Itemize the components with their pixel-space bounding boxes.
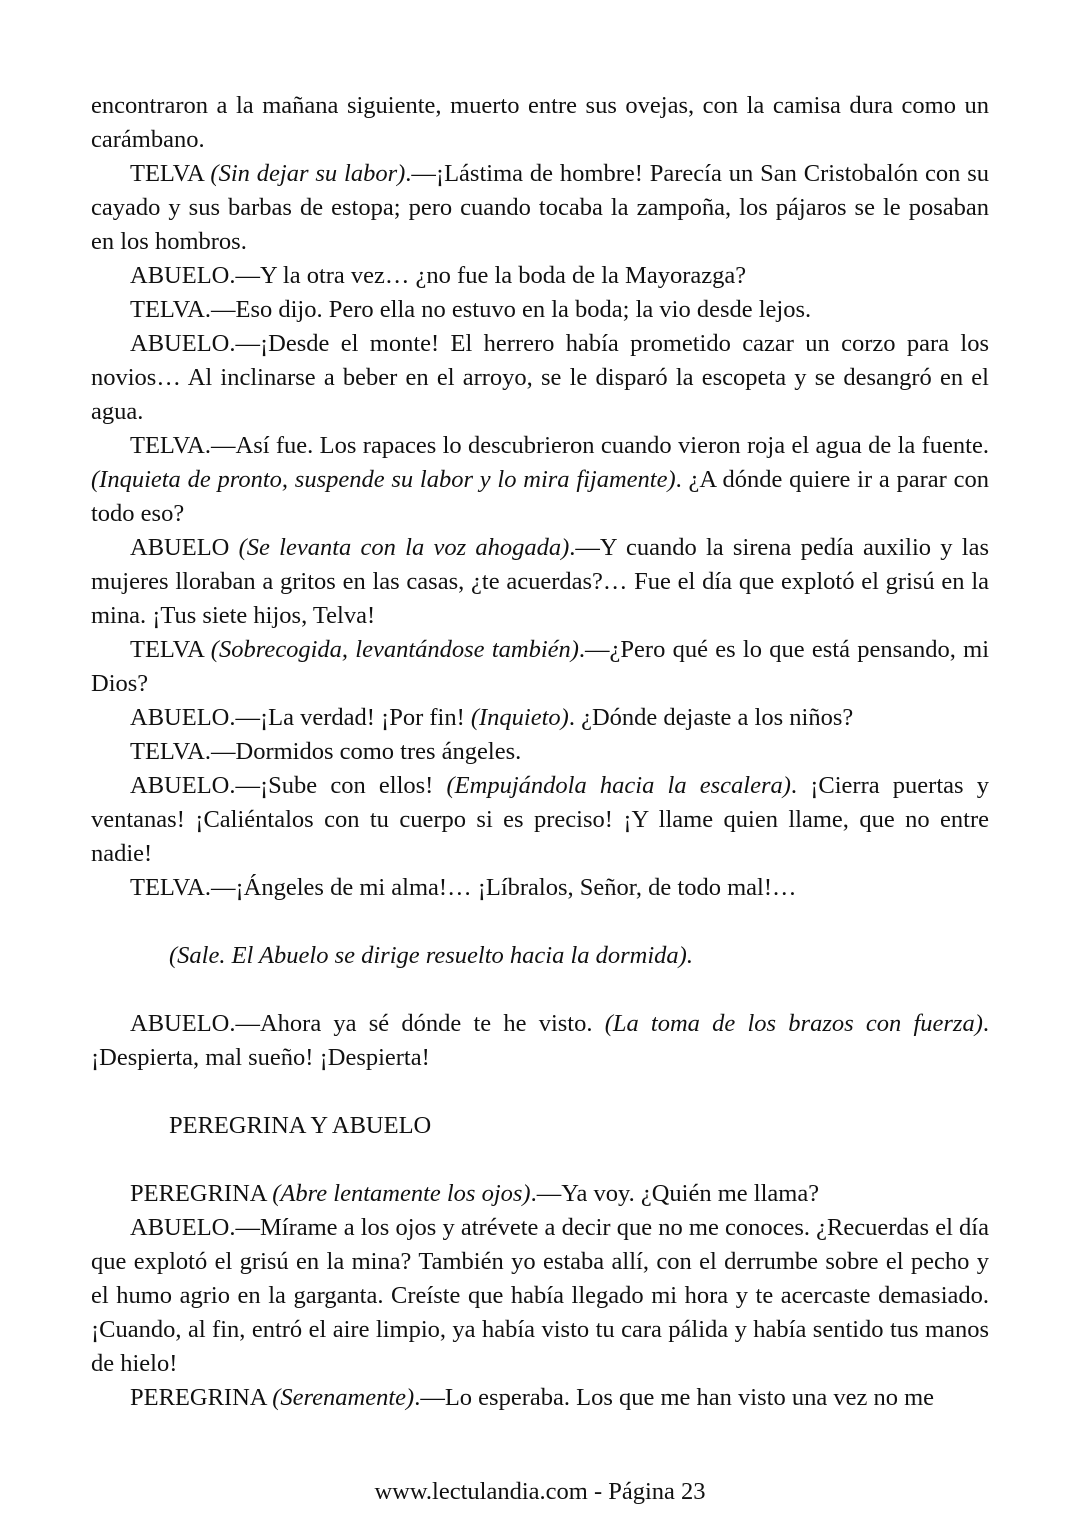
dialogue-telva: TELVA.—Así fue. Los rapaces lo descubrieron cuando vieron roja el agua de la fuente. (Inquieta de pronto, suspende su labor y lo mira fijamente). ¿A dónde quiere ir a parar con todo eso? [91, 432, 989, 527]
stage-note: (Se levanta con la voz ahogada) [238, 534, 570, 561]
stage-note: (Inquieta de pronto, suspende su labor y lo mira fijamente) [91, 466, 676, 493]
dialogue-telva: TELVA.—¡Ángeles de mi alma!… ¡Líbralos, Señor, de todo mal!… [130, 874, 797, 901]
dialogue-peregrina: PEREGRINA (Abre lentamente los ojos).—Ya voy. ¿Quién me llama? [130, 1180, 820, 1207]
stage-note: (Serenamente) [272, 1384, 415, 1411]
stage-note: (Empujándola hacia la escalera) [446, 772, 791, 799]
dialogue-telva: TELVA (Sobrecogida, levantándose también).—¿Pero qué es lo que está pensando, mi Dios? [91, 636, 989, 697]
dialogue-telva: TELVA.—Dormidos como tres ángeles. [130, 738, 522, 765]
dialogue-abuelo: ABUELO.—Y la otra vez… ¿no fue la boda de la Mayorazga? [130, 262, 747, 289]
stage-note: (Abre lentamente los ojos) [272, 1180, 531, 1207]
dialogue-abuelo: ABUELO (Se levanta con la voz ahogada).—Y cuando la sirena pedía auxilio y las mujeres lloraban a gritos en las casas, ¿te acuerdas?… Fue el día que explotó el grisú en la mina. ¡Tus siete hijos, Telva! [91, 534, 989, 629]
scene-heading: PEREGRINA Y ABUELO [169, 1112, 432, 1139]
page-body [91, 89, 989, 1415]
stage-direction: (Sale. El Abuelo se dirige resuelto hacia la dormida). [169, 942, 693, 969]
dialogue-abuelo: ABUELO.—Mírame a los ojos y atrévete a decir que no me conoces. ¿Recuerdas el día que explotó el grisú en la mina? También yo estaba allí, con el derrumbe sobre el pecho y el humo agrio en la garganta. Creíste que había llegado mi hora y te acercaste demasiado. ¡Cuando, al fin, entró el aire limpio, ya había visto tu cara pálida y había sentido tus manos de hielo! [91, 1214, 989, 1377]
dialogue-abuelo: ABUELO.—¡Sube con ellos! (Empujándola hacia la escalera). ¡Cierra puertas y ventanas! ¡Caliéntalos con tu cuerpo si es preciso! ¡Y llame quien llame, que no entre nadie! [91, 772, 989, 867]
dialogue-abuelo: ABUELO.—¡La verdad! ¡Por fin! (Inquieto). ¿Dónde dejaste a los niños? [130, 704, 854, 731]
page-footer: www.lectulandia.com - Página 23 [374, 1478, 706, 1505]
dialogue-abuelo: ABUELO.—Ahora ya sé dónde te he visto. (La toma de los brazos con fuerza). ¡Despierta, mal sueño! ¡Despierta! [91, 1010, 989, 1071]
stage-note: (Sobrecogida, levantándose también) [210, 636, 579, 663]
dialogue-abuelo: ABUELO.—¡Desde el monte! El herrero había prometido cazar un corzo para los novios… Al inclinarse a beber en el arroyo, se le disparó la escopeta y se desangró en el agua. [91, 330, 989, 425]
paragraph-continuation: encontraron a la mañana siguiente, muerto entre sus ovejas, con la camisa dura como un carámbano. [91, 92, 989, 153]
stage-note: (Inquieto) [470, 704, 569, 731]
dialogue-peregrina: PEREGRINA (Serenamente).—Lo esperaba. Los que me han visto una vez no me [130, 1384, 935, 1411]
dialogue-telva: TELVA.—Eso dijo. Pero ella no estuvo en la boda; la vio desde lejos. [130, 296, 812, 323]
dialogue-telva: TELVA (Sin dejar su labor).—¡Lástima de hombre! Parecía un San Cristobalón con su cayado y sus barbas de estopa; pero cuando tocaba la zampoña, los pájaros se le posaban en los hombros. [91, 160, 990, 255]
stage-note: (Sin dejar su labor) [210, 160, 406, 187]
stage-note: (La toma de los brazos con fuerza) [604, 1010, 983, 1037]
